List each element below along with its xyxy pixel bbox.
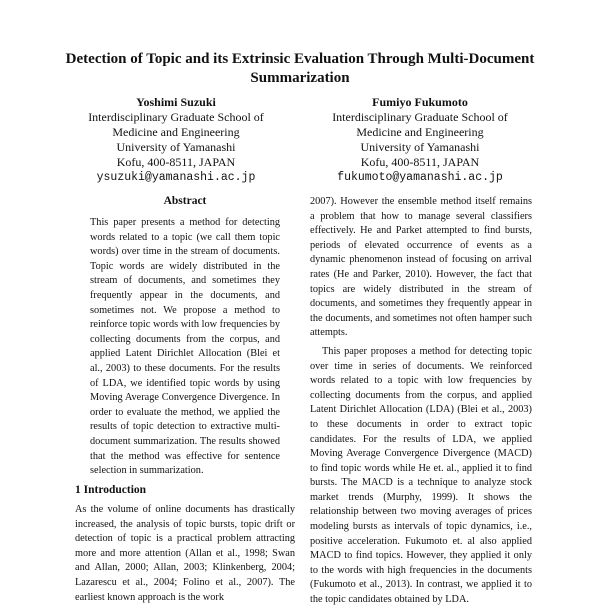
- author-affiliation: Medicine and Engineering: [356, 125, 484, 139]
- section-heading: 1 Introduction: [75, 484, 147, 496]
- author-affiliation: Interdisciplinary Graduate School of: [332, 110, 508, 124]
- author-affiliation: Interdisciplinary Graduate School of: [88, 110, 264, 124]
- body-paragraph: 2007). However the ensemble method itself remains a problem that how to manage several classifiers effectively. He and Parket attempted to find bursts, periods of elevated occurrence of events as a dynamic phenomenon instead of focusing on arrival rates (He and Parker, 2010). However, the fact that topics are widely distributed in the stream of documents, and sometimes they frequently appear in the documents, and sometimes not often hamper such attempts.: [310, 196, 532, 339]
- body-paragraph: This paper proposes a method for detecting topic over time in series of documents. We reinforced words related to a topic with low frequencies by collecting documents from the corpus, and applied Latent Dirichlet Allocation (LDA) (Blei et al., 2003) to these documents in order to extract topic candidates. For the results of LDA, we applied Moving Average Convergence Divergence (MACD) to find topic words while He et. al., applied it to find bursts. The MACD is a technique to analyze stock market trends (Murphy, 1999). It shows the relationship between two moving averages of prices modeling bursts as intervals of topic dynamics, i.e., positive acceleration. Fukumoto et. al also applied MACD to find topics. However, they applied it only to the words with high frequencies in the documents (Fukumoto et al., 2013). In contrast, we applied it to the topic candidates obtained by LDA.: [310, 345, 532, 606]
- author-name: Yoshimi Suzuki: [136, 95, 216, 109]
- paper-title: Detection of Topic and its Extrinsic Evaluation Through Multi-Document Summarization: [65, 51, 535, 86]
- author-block-1: [56, 95, 296, 185]
- author-email: ysuzuki@yamanashi.ac.jp: [96, 171, 256, 184]
- right-column: [310, 195, 532, 608]
- intro-paragraph: As the volume of online documents has drastically increased, the analysis of topic bursts, topic drift or detection of topic is a practical problem attracting more and more attention (Allan et al., 1998; Swan and Allan, 2000; Allan, 2003; Klinkenberg, 2004; Lazarescu et al., 2004; Folino et al., 2007). The earliest known approach is the work: [75, 504, 295, 603]
- author-affiliation: Medicine and Engineering: [112, 125, 240, 139]
- abstract-heading: Abstract: [163, 195, 207, 207]
- abstract-text: This paper presents a method for detecting words related to a topic (we call them topic words) over time in the stream of documents. Topic words are widely distributed in the stream of documents, and sometimes they frequently appear in the documents, and sometimes not. We propose a method to reinforce topic words with low frequencies by collecting documents from the corpus, and applied Latent Dirichlet Allocation (Blei et al., 2003) to these documents. For the results of LDA, we identified topic words by using Moving Average Convergence Divergence. In order to evaluate the method, we applied the results of topic detection to extractive multi-document summarization. The results showed that the method was effective for sentence selection in summarization.: [90, 217, 280, 477]
- author-address: Kofu, 400-8511, JAPAN: [360, 155, 480, 169]
- author-address: Kofu, 400-8511, JAPAN: [116, 155, 236, 169]
- author-affiliation: University of Yamanashi: [116, 140, 236, 154]
- author-name: Fumiyo Fukumoto: [372, 95, 468, 109]
- author-email: fukumoto@yamanashi.ac.jp: [337, 171, 503, 184]
- author-affiliation: University of Yamanashi: [360, 140, 480, 154]
- author-block-2: [300, 95, 540, 185]
